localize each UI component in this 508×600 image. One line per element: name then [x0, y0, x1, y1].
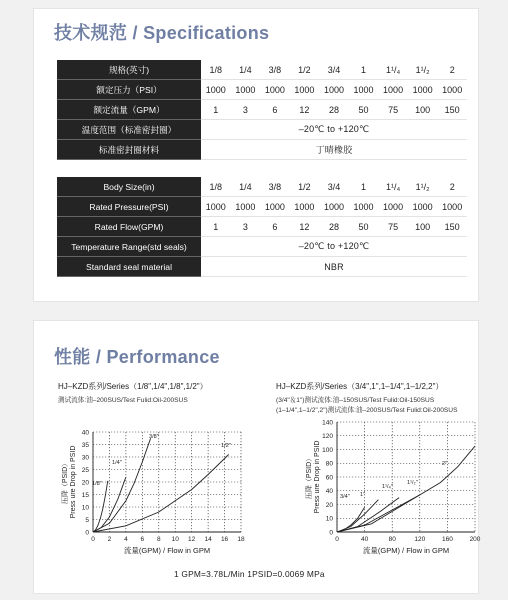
spec-en-cell: 1000 — [201, 197, 231, 217]
y-tick-label: 40 — [325, 488, 333, 496]
x-tick-label: 80 — [388, 536, 396, 543]
spec-cn-row-label: 额定流量（GPM） — [57, 100, 201, 120]
spec-cn-cell: 12 — [290, 100, 320, 120]
spec-en-cell: 1/4 — [231, 177, 261, 197]
spec-cn-cell: 1000 — [378, 80, 408, 100]
spec-cn-cell: 150 — [437, 100, 467, 120]
spec-en-cell: 6 — [260, 217, 290, 237]
spec-en-cell: 12 — [290, 217, 320, 237]
y-tick-label: 35 — [81, 441, 89, 449]
spec-cn-cell: 1 — [201, 100, 231, 120]
spec-en-merged-cell: NBR — [201, 257, 467, 277]
chart-large-plot — [256, 321, 481, 561]
y-tick-label: 5 — [85, 516, 89, 524]
spec-en-cell: 50 — [349, 217, 379, 237]
spec-table-chinese — [57, 60, 467, 160]
spec-cn-cell: 1000 — [319, 80, 349, 100]
spec-en-cell: 28 — [319, 217, 349, 237]
spec-en-row-label: Rated Flow(GPM) — [57, 217, 201, 237]
y-tick-label: 140 — [322, 419, 333, 427]
y-tick-label: 0 — [85, 529, 89, 537]
y-tick-label: 25 — [81, 466, 89, 474]
x-axis-title: 流量(GPM) / Flow in GPM — [362, 546, 450, 555]
spec-cn-cell: 2 — [437, 60, 467, 80]
spec-en-cell: 1000 — [408, 197, 438, 217]
spec-en-cell: 1 — [349, 177, 379, 197]
chart-small-subtitle: 测试流体:油–200SUS/Test Fulid:Oil-200SUS — [58, 397, 188, 404]
spec-en-cell: 2 — [437, 177, 467, 197]
spec-en-cell: 3 — [231, 217, 261, 237]
y-tick-label: 60 — [325, 474, 333, 482]
spec-en-row — [57, 217, 467, 237]
spec-en-row-label: Rated Pressure(PSI) — [57, 197, 201, 217]
performance-title: 性能 / Performance — [54, 347, 220, 367]
y-axis-title: Press ure Drop in PSID — [314, 440, 321, 514]
spec-en-cell: 1¹/₂ — [408, 177, 438, 197]
x-axis-title: 流量(GPM) / Flow in GPM — [123, 546, 211, 555]
spec-cn-row-label: 温度范围（标准密封圈） — [57, 120, 201, 140]
spec-en-cell: 1000 — [349, 197, 379, 217]
spec-cn-row — [57, 100, 467, 120]
x-tick-label: 16 — [220, 536, 229, 543]
spec-en-row — [57, 177, 467, 197]
spec-en-cell: 1/8 — [201, 177, 231, 197]
spec-en-merged-cell: –20℃ to +120℃ — [201, 237, 467, 257]
y-axis-title-cn: 压降（PSID） — [306, 454, 313, 500]
y-tick-label: 30 — [81, 454, 89, 462]
series-curve — [93, 481, 108, 532]
spec-cn-row — [57, 140, 467, 160]
series-label: 1/2" — [221, 443, 231, 449]
x-tick-label: 40 — [360, 536, 369, 543]
series-label: 2" — [442, 461, 448, 467]
spec-table-english — [57, 177, 467, 277]
spec-cn-cell: 3 — [231, 100, 261, 120]
chart-small-series — [34, 321, 256, 561]
series-label: 1¹/₂" — [407, 480, 418, 486]
spec-cn-cell: 1¹/₂ — [408, 60, 438, 80]
spec-en-cell: 150 — [437, 217, 467, 237]
specifications-card — [33, 8, 479, 302]
spec-en-cell: 1¹/₄ — [378, 177, 408, 197]
spec-cn-cell: 1000 — [231, 80, 261, 100]
spec-cn-cell: 1¹/₄ — [378, 60, 408, 80]
spec-cn-cell: 1000 — [290, 80, 320, 100]
series-curve — [337, 446, 475, 532]
y-tick-label: 20 — [81, 479, 89, 487]
spec-cn-row-label: 标准密封圈材料 — [57, 140, 201, 160]
y-tick-label: 15 — [81, 491, 89, 499]
y-axis-title-cn: 压降（PSID） — [62, 459, 69, 505]
spec-en-cell: 1 — [201, 217, 231, 237]
x-tick-label: 160 — [441, 536, 453, 543]
y-tick-label: 80 — [325, 460, 333, 468]
series-label: 1/4" — [112, 460, 122, 466]
spec-cn-cell: 75 — [378, 100, 408, 120]
spec-en-cell: 1000 — [290, 197, 320, 217]
y-tick-label: 0 — [329, 529, 333, 537]
x-tick-label: 2 — [107, 536, 112, 543]
spec-cn-row — [57, 80, 467, 100]
x-tick-label: 200 — [469, 536, 481, 543]
series-label: 1" — [360, 492, 366, 498]
series-label: 1¹/₄" — [382, 484, 393, 490]
x-tick-label: 4 — [124, 536, 128, 543]
spec-cn-merged-cell: 丁晴橡胶 — [201, 140, 467, 160]
series-label: 3/4" — [340, 494, 350, 500]
x-tick-label: 0 — [335, 536, 339, 543]
x-tick-label: 120 — [414, 536, 426, 543]
spec-cn-row-label: 额定压力（PSI） — [57, 80, 201, 100]
x-tick-label: 10 — [171, 536, 179, 543]
spec-en-row — [57, 257, 467, 277]
x-tick-label: 0 — [91, 536, 95, 543]
x-tick-label: 6 — [140, 536, 145, 543]
spec-cn-cell: 1 — [349, 60, 379, 80]
x-tick-label: 18 — [237, 536, 245, 543]
x-tick-label: 12 — [188, 536, 196, 543]
spec-cn-row — [57, 120, 467, 140]
spec-cn-cell: 100 — [408, 100, 438, 120]
spec-en-cell: 1000 — [260, 197, 290, 217]
x-tick-label: 14 — [204, 536, 212, 543]
spec-cn-cell: 1/8 — [201, 60, 231, 80]
spec-cn-cell: 3/4 — [319, 60, 349, 80]
spec-en-row-label: Temperature Range(std seals) — [57, 237, 201, 257]
spec-en-row — [57, 197, 467, 217]
spec-en-row — [57, 237, 467, 257]
spec-en-cell: 1000 — [378, 197, 408, 217]
y-tick-label: 40 — [81, 429, 89, 437]
spec-cn-cell: 1/2 — [290, 60, 320, 80]
y-tick-label: 120 — [322, 433, 333, 441]
spec-en-row-label: Standard seal material — [57, 257, 201, 277]
spec-en-cell: 1000 — [319, 197, 349, 217]
spec-cn-cell: 28 — [319, 100, 349, 120]
spec-cn-row-label: 规格(英寸) — [57, 60, 201, 80]
spec-cn-cell: 1000 — [408, 80, 438, 100]
chart-large-subtitle-2: (1–1/4",1–1/2",2")测试流体:油–200SUS/Test Fulid:Oil-200SUS — [276, 407, 458, 414]
spec-cn-cell: 3/8 — [260, 60, 290, 80]
chart-large-subtitle: (3/4"＆1")测试流体:油–150SUS/Test Fulid:Oil-150SUS — [276, 397, 435, 404]
x-tick-label: 8 — [156, 536, 161, 543]
series-label: 3/8" — [149, 434, 159, 440]
specifications-title: 技术规范 / Specifications — [54, 23, 270, 43]
spec-cn-cell: 1000 — [260, 80, 290, 100]
spec-en-cell: 1000 — [231, 197, 261, 217]
chart-large-series — [256, 321, 481, 561]
y-tick-label: 100 — [322, 446, 333, 454]
spec-en-cell: 75 — [378, 217, 408, 237]
y-tick-label: 10 — [325, 515, 333, 523]
chart-small-title: HJ–KZD系列/Series（1/8",1/4",1/8",1/2"） — [58, 382, 208, 391]
spec-en-cell: 1000 — [437, 197, 467, 217]
unit-conversion-note: 1 GPM=3.78L/Min 1PSID=0.0069 MPa — [174, 569, 325, 579]
spec-cn-cell: 50 — [349, 100, 379, 120]
series-label: 1/8" — [92, 481, 102, 487]
spec-en-cell: 100 — [408, 217, 438, 237]
spec-cn-row — [57, 60, 467, 80]
series-curve — [337, 498, 399, 532]
chart-small-plot — [34, 321, 256, 561]
y-tick-label: 20 — [325, 501, 333, 509]
y-tick-label: 10 — [81, 504, 89, 512]
spec-cn-merged-cell: –20℃ to +120℃ — [201, 120, 467, 140]
spec-cn-cell: 1/4 — [231, 60, 261, 80]
spec-en-cell: 3/8 — [260, 177, 290, 197]
spec-cn-cell: 6 — [260, 100, 290, 120]
spec-en-cell: 3/4 — [319, 177, 349, 197]
spec-en-row-label: Body Size(in) — [57, 177, 201, 197]
spec-en-cell: 1/2 — [290, 177, 320, 197]
spec-cn-cell: 1000 — [349, 80, 379, 100]
y-axis-title: Press ure Drop in PSID — [70, 445, 77, 519]
chart-large-title: HJ–KZD系列/Series（3/4",1",1–1/4",1–1/2,2"） — [276, 382, 444, 391]
spec-cn-cell: 1000 — [201, 80, 231, 100]
performance-card — [33, 320, 479, 594]
spec-cn-cell: 1000 — [437, 80, 467, 100]
